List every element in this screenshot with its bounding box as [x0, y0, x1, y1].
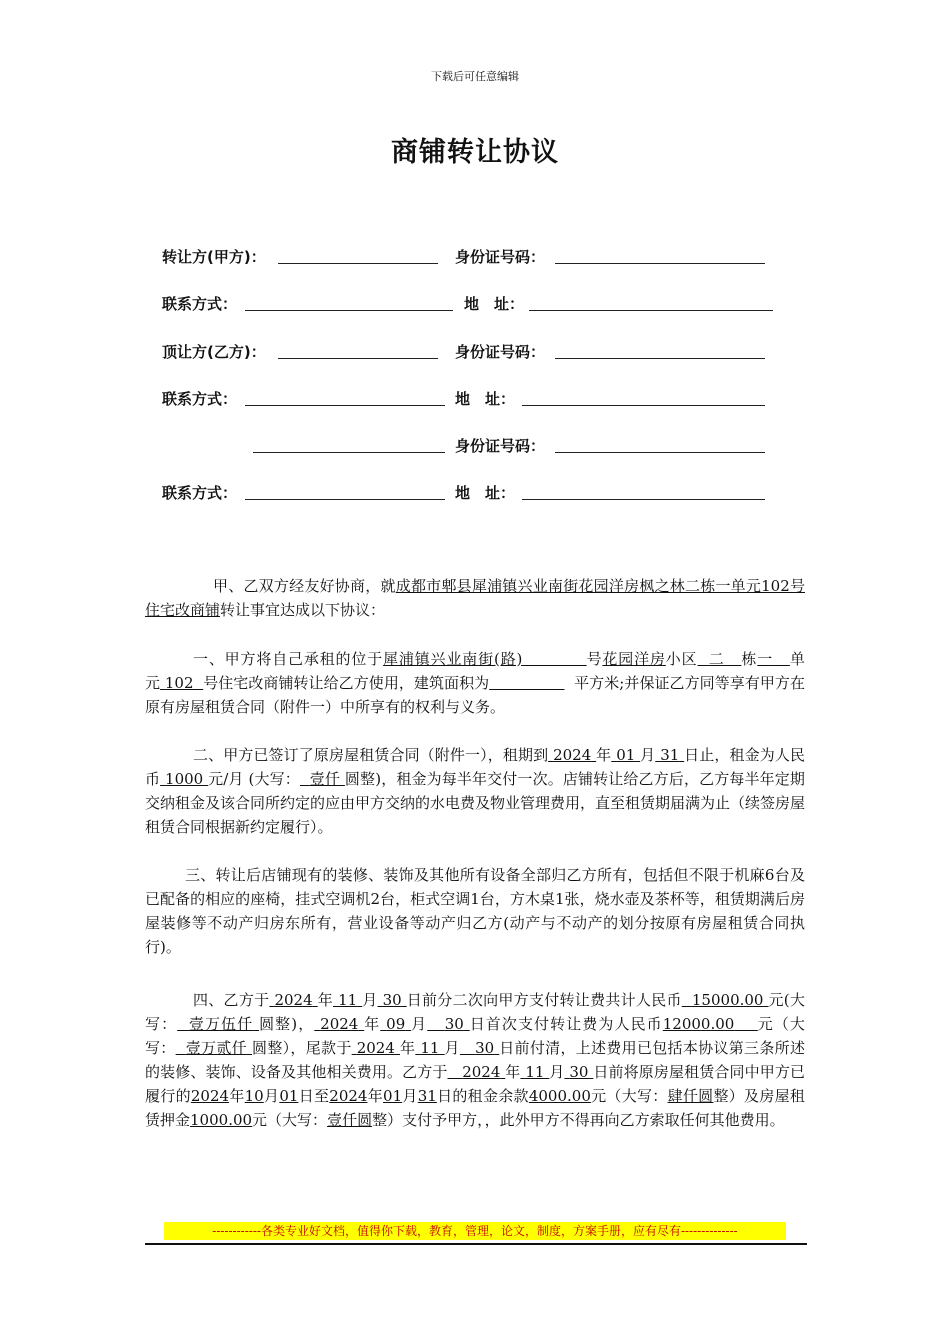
- party-a-id-field[interactable]: [555, 263, 765, 264]
- clause-4: 四、乙方于 2024 年 11 月 30 日前分二次向甲方支付转让费共计人民币 15000.00 元(大写： 壹万伍仟 圆整)， 2024 年 09 月 30 日首次支付转让费为人民币12000.00 元（大写： 壹万贰仟 圆整），尾款于 2024 年 11 月 30 日前付清，上述费用已包括本协议第三条所述的装修、装饰、设备及其他相关费用。乙方于 2024 年 11 月 30 日前将原房屋租赁合同中甲方已履行的2024年10月01日至2024年01月31日的租金余款4000.00元（大写：肆仟圆整）及房屋租赁押金1000.00元（大写：壹仟圆整）支付予甲方，，此外甲方不得再向乙方索取任何其他费用。: [145, 991, 805, 1129]
- street-value: 犀浦镇兴业南: [383, 650, 479, 668]
- party-c-name-field[interactable]: [253, 452, 445, 453]
- lease-end-year: 2024: [553, 746, 592, 764]
- deposit-words: 壹仟圆: [327, 1111, 373, 1129]
- clause-3: 三、转让后店铺现有的装修、装饰及其他所有设备全部归乙方所有，包括但不限于机麻6台及已配备的相应的座椅，挂式空调机2台，柜式空调1台，方木桌1张，烧水壶及茶杯等，租赁期满后房屋装修等不动产归房东所有，营业设备等动产归乙方(动产与不动产的划分按原有房屋租赁合同执行)。: [145, 866, 805, 956]
- party-b-address-label: 地 址：: [455, 390, 516, 408]
- party-a-address-field[interactable]: [529, 310, 773, 311]
- transfer-fee-total: 15000.00: [691, 991, 764, 1009]
- party-a-label: 转让方(甲方)：: [162, 248, 266, 266]
- party-a-name-field[interactable]: [278, 263, 438, 264]
- party-c-address-label: 地 址：: [455, 484, 516, 502]
- community-value: 花园洋房: [602, 650, 666, 668]
- intro-prefix: 甲、乙双方经友好协商，就: [213, 577, 396, 595]
- intro-paragraph: [145, 574, 805, 622]
- unit-value: 一: [757, 650, 774, 668]
- intro-suffix: 转让事宜达成以下协议：: [220, 601, 386, 619]
- party-a-address-label: 地 址：: [464, 295, 525, 313]
- party-b-label: 顶让方(乙方)：: [162, 343, 266, 361]
- lease-end-day: 31: [660, 746, 680, 764]
- party-b-address-field[interactable]: [522, 405, 765, 406]
- document-title: 商铺转让协议: [391, 137, 559, 168]
- party-c-address-field[interactable]: [522, 499, 765, 500]
- house-number-blank: [522, 650, 586, 668]
- party-c-contact-label: 联系方式：: [162, 484, 238, 502]
- room-value: 102: [164, 674, 194, 692]
- party-c-id-label: 身份证号码：: [455, 437, 546, 455]
- party-a-contact-field[interactable]: [245, 310, 453, 311]
- clause-2: 二、甲方已签订了原房屋租赁合同（附件一），租期到 2024 年 01 月 31 日止，租金为人民币 1000 元/月 (大写： 壹仟 圆整)，租金为每半年交付一次。店铺转让给乙方后，乙方每半年定期交纳租金及该合同所约定的应由甲方交纳的水电费及物业管理费用，直至租赁期届满为止（续签房屋租赁合同根据新约定履行）。: [145, 746, 806, 836]
- first-payment-words: 壹万贰仟: [185, 1039, 247, 1057]
- transfer-fee-words: 壹万伍仟: [188, 1015, 254, 1033]
- party-a-id-label: 身份证号码：: [455, 248, 546, 266]
- rent-balance: 4000.00: [528, 1087, 591, 1105]
- building-value: 二: [708, 650, 725, 668]
- footer-banner: ------------各类专业好文档，值得你下载，教育，管理，论文，制度，方案手册，应有尽有--------------: [164, 1222, 786, 1240]
- deposit-amount: 1000.00: [190, 1111, 253, 1129]
- clause-1: 一、甲方将自己承租的位于犀浦镇兴业南街(路) 号花园洋房小区 二 栋一 单元 102 号住宅改商铺转让给乙方使用，建筑面积为 平方米;并保证乙方同等享有甲方在原有房屋租赁合同（附件一）中所享有的权利与义务。: [145, 650, 805, 716]
- party-c-id-field[interactable]: [555, 452, 765, 453]
- rent-balance-words: 肆仟圆: [667, 1087, 714, 1105]
- property-address: 成都市郫县犀浦镇兴业南街花园洋房枫之林二栋一单元102号住宅改商铺: [145, 577, 805, 619]
- party-c-contact-field[interactable]: [245, 499, 445, 500]
- monthly-rent-words: 壹仟: [309, 770, 341, 788]
- footer-divider: [145, 1243, 807, 1245]
- monthly-rent: 1000: [165, 770, 204, 788]
- party-b-contact-label: 联系方式：: [162, 390, 238, 408]
- header-note: 下载后可任意编辑: [431, 70, 519, 83]
- party-b-id-label: 身份证号码：: [455, 343, 546, 361]
- area-blank: [489, 674, 564, 692]
- first-payment: 12000.00: [662, 1015, 735, 1033]
- party-b-name-field[interactable]: [278, 358, 438, 359]
- lease-end-month: 01: [616, 746, 636, 764]
- party-b-contact-field[interactable]: [245, 405, 445, 406]
- party-a-contact-label: 联系方式：: [162, 295, 238, 313]
- party-b-id-field[interactable]: [555, 358, 765, 359]
